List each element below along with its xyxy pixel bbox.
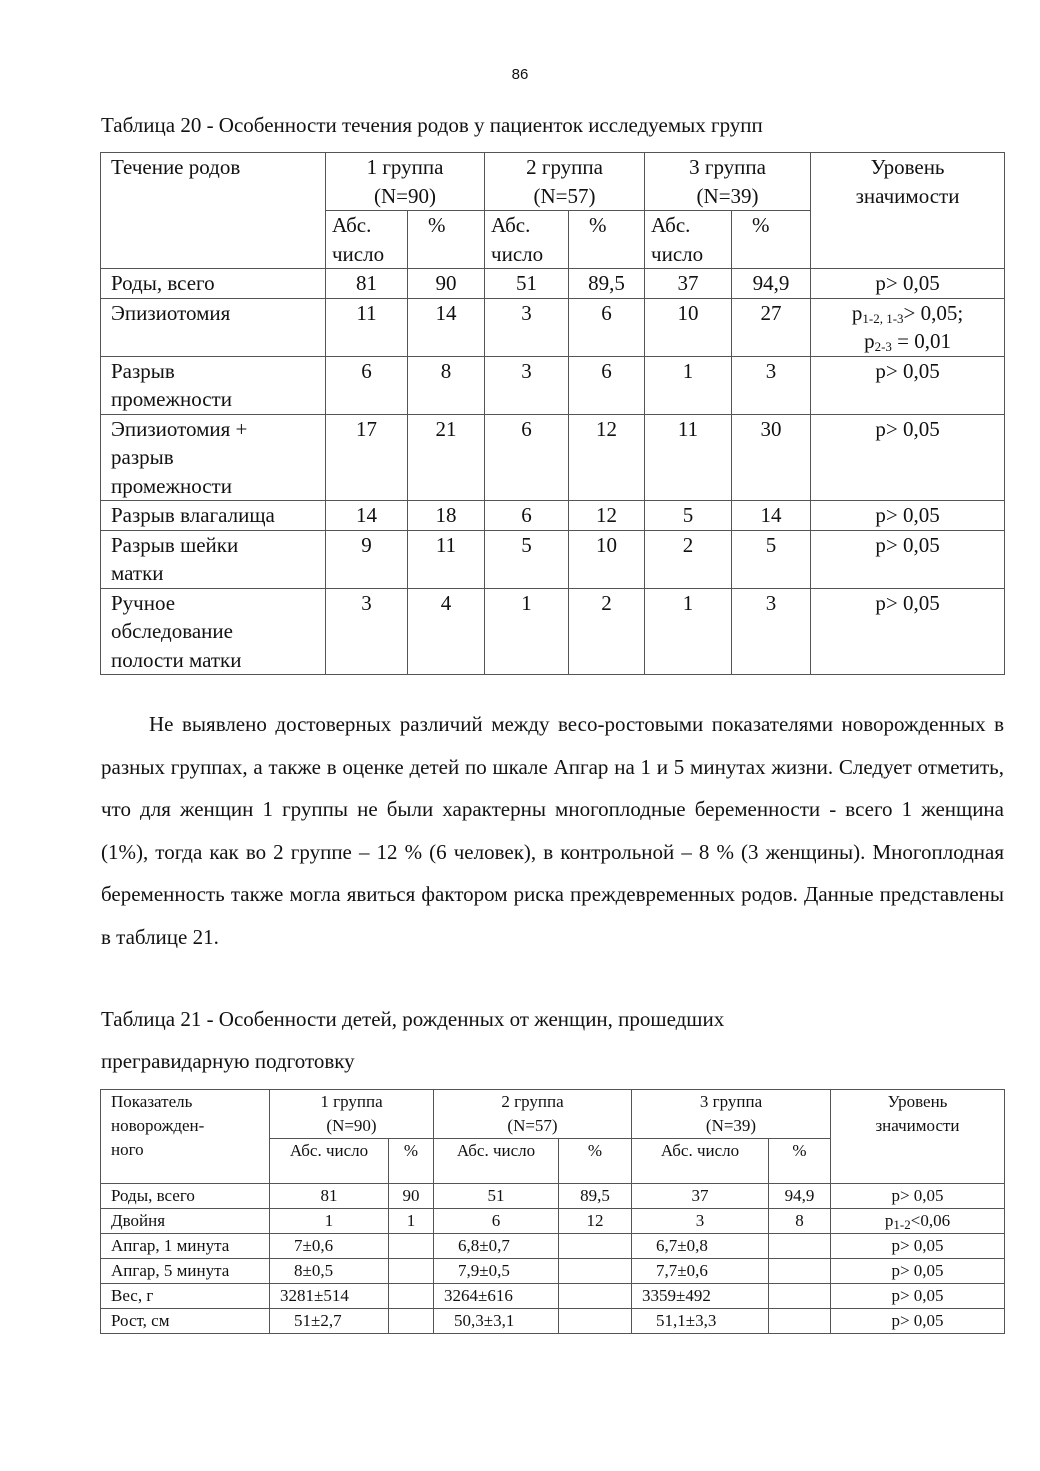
cell: 27 [732, 298, 811, 356]
cell: 7,7±0,6 [632, 1259, 769, 1284]
significance-cell: p> 0,05 [811, 501, 1005, 531]
cell: 51 [434, 1184, 559, 1209]
cell [389, 1309, 434, 1334]
cell: 50,3±3,1 [434, 1309, 559, 1334]
cell: 10 [645, 298, 732, 356]
row-label: Разрыв влагалища [101, 501, 326, 531]
table-21-header-abs: Абс. число [632, 1139, 769, 1184]
table-21-header-pct: % [769, 1139, 831, 1184]
cell: 3281±514 [270, 1284, 389, 1309]
significance-cell: p> 0,05 [811, 588, 1005, 675]
cell [389, 1234, 434, 1259]
table-20-header-abs: Абс. число [326, 211, 408, 269]
table-21-row [101, 1209, 1005, 1234]
cell: 4 [408, 588, 485, 675]
row-label: Ручное обследование полости матки [101, 588, 326, 675]
table-20-header-significance: Уровень значимости [811, 153, 1005, 269]
table-21-header-label: Показатель новорожден- ного [101, 1090, 270, 1184]
row-label: Разрыв шейки матки [101, 530, 326, 588]
table-21-row [101, 1284, 1005, 1309]
cell: 51,1±3,3 [632, 1309, 769, 1334]
cell: 2 [569, 588, 645, 675]
cell: 12 [569, 414, 645, 501]
cell: 30 [732, 414, 811, 501]
cell: 18 [408, 501, 485, 531]
cell: 7±0,6 [270, 1234, 389, 1259]
cell: 6 [326, 356, 408, 414]
cell: 6 [569, 356, 645, 414]
cell: 3264±616 [434, 1284, 559, 1309]
table-20-caption: Таблица 20 - Особенности течения родов у пациенток исследуемых групп [101, 113, 763, 137]
cell: 6 [485, 414, 569, 501]
cell: 5 [732, 530, 811, 588]
cell [559, 1284, 632, 1309]
table-21-caption-line-1: Таблица 21 - Особенности детей, рожденных от женщин, прошедших [101, 1007, 725, 1031]
cell: 8 [408, 356, 485, 414]
cell: 8±0,5 [270, 1259, 389, 1284]
row-label: Роды, всего [101, 269, 326, 299]
significance-cell: $p_{1-2, 1-3}> 0,05$; $p_{2-3} = 0,01$ [811, 298, 1005, 356]
table-21-row [101, 1184, 1005, 1209]
table-20-header-pct: % [732, 211, 811, 269]
cell: 1 [485, 588, 569, 675]
body-paragraph: Не выявлено достоверных различий между весо-ростовыми показателями новорожденных в разных группах, а также в оценке детей по шкале Апгар на 1 и 5 минутах жизни. Следует отметить, что для женщин 1 группы не были характерны многоплодные беременности - всего 1 женщина (1%), тогда как во 2 группе – 12 % (6 человек), в контрольной – 8 % (3 женщины). Многоплодная беременность также могла явиться фактором риска преждевременных родов. Данные представлены в таблице 21. [101, 712, 1004, 949]
cell [769, 1309, 831, 1334]
row-label: Двойня [101, 1209, 270, 1234]
cell: 3359±492 [632, 1284, 769, 1309]
table-20-row [101, 356, 1005, 414]
cell: 3 [485, 356, 569, 414]
cell: 89,5 [569, 269, 645, 299]
cell: 14 [408, 298, 485, 356]
cell: 37 [645, 269, 732, 299]
table-21-header-group-1: 1 группа (N=90) [270, 1090, 434, 1139]
table-20-row [101, 530, 1005, 588]
cell: 6,8±0,7 [434, 1234, 559, 1259]
table-20-header-pct: % [569, 211, 645, 269]
table-20-row [101, 269, 1005, 299]
row-label: Вес, г [101, 1284, 270, 1309]
cell: 37 [632, 1184, 769, 1209]
row-label: Эпизиотомия [101, 298, 326, 356]
cell: 17 [326, 414, 408, 501]
cell: 7,9±0,5 [434, 1259, 559, 1284]
table-20-header-group-2: 2 группа (N=57) [485, 153, 645, 211]
significance-cell: p> 0,05 [831, 1259, 1005, 1284]
table-20-row [101, 501, 1005, 531]
row-label: Эпизиотомия + разрыв промежности [101, 414, 326, 501]
table-20 [100, 152, 1005, 675]
significance-cell: p> 0,05 [811, 530, 1005, 588]
row-label: Апгар, 5 минута [101, 1259, 270, 1284]
significance-cell: p> 0,05 [811, 269, 1005, 299]
cell: 12 [559, 1209, 632, 1234]
cell [559, 1234, 632, 1259]
table-20-row [101, 414, 1005, 501]
cell: 6,7±0,8 [632, 1234, 769, 1259]
cell: 8 [769, 1209, 831, 1234]
cell: 3 [732, 356, 811, 414]
cell [559, 1259, 632, 1284]
cell: 1 [645, 356, 732, 414]
row-label: Рост, см [101, 1309, 270, 1334]
cell: 1 [270, 1209, 389, 1234]
cell: 5 [485, 530, 569, 588]
table-20-header-label: Течение родов [101, 153, 326, 269]
table-20-row [101, 298, 1005, 356]
cell: 81 [326, 269, 408, 299]
cell: 3 [485, 298, 569, 356]
cell [389, 1284, 434, 1309]
significance-cell: p> 0,05 [831, 1234, 1005, 1259]
cell: 14 [732, 501, 811, 531]
cell: 6 [569, 298, 645, 356]
cell: 3 [632, 1209, 769, 1234]
cell: 51 [485, 269, 569, 299]
table-21-header-abs: Абс. число [434, 1139, 559, 1184]
row-label: Апгар, 1 минута [101, 1234, 270, 1259]
significance-cell: p> 0,05 [831, 1184, 1005, 1209]
cell: 21 [408, 414, 485, 501]
significance-cell: p> 0,05 [811, 414, 1005, 501]
table-21-caption-line-2: прегравидарную подготовку [101, 1049, 355, 1073]
table-20-row [101, 588, 1005, 675]
table-21-header-significance: Уровень значимости [831, 1090, 1005, 1184]
table-21-row [101, 1309, 1005, 1334]
cell: 12 [569, 501, 645, 531]
cell: 3 [732, 588, 811, 675]
cell: 9 [326, 530, 408, 588]
table-20-header-group-3: 3 группа (N=39) [645, 153, 811, 211]
cell: 94,9 [732, 269, 811, 299]
significance-cell: p> 0,05 [831, 1309, 1005, 1334]
table-21-header-pct: % [389, 1139, 434, 1184]
table-21-row [101, 1259, 1005, 1284]
cell: 11 [408, 530, 485, 588]
cell: 1 [645, 588, 732, 675]
cell: 51±2,7 [270, 1309, 389, 1334]
table-21-row [101, 1234, 1005, 1259]
row-label: Разрыв промежности [101, 356, 326, 414]
cell: 3 [326, 588, 408, 675]
cell: 81 [270, 1184, 389, 1209]
row-label: Роды, всего [101, 1184, 270, 1209]
table-21-header-group-3: 3 группа (N=39) [632, 1090, 831, 1139]
page-number: 86 [511, 66, 529, 83]
table-20-header-group-1: 1 группа (N=90) [326, 153, 485, 211]
table-20-header-abs: Абс. число [645, 211, 732, 269]
cell [769, 1234, 831, 1259]
table-21 [100, 1089, 1005, 1334]
cell: 11 [326, 298, 408, 356]
cell [769, 1284, 831, 1309]
cell: 2 [645, 530, 732, 588]
cell: 1 [389, 1209, 434, 1234]
cell [769, 1259, 831, 1284]
cell: 89,5 [559, 1184, 632, 1209]
table-20-header-pct: % [408, 211, 485, 269]
cell: 6 [434, 1209, 559, 1234]
cell [559, 1309, 632, 1334]
table-20-header-abs: Абс. число [485, 211, 569, 269]
cell [389, 1259, 434, 1284]
significance-cell: p> 0,05 [831, 1284, 1005, 1309]
table-21-header-abs: Абс. число [270, 1139, 389, 1184]
cell: 10 [569, 530, 645, 588]
cell: 94,9 [769, 1184, 831, 1209]
cell: 6 [485, 501, 569, 531]
cell: 90 [389, 1184, 434, 1209]
table-21-header-group-2: 2 группа (N=57) [434, 1090, 632, 1139]
cell: 11 [645, 414, 732, 501]
table-21-header-pct: % [559, 1139, 632, 1184]
cell: 5 [645, 501, 732, 531]
significance-cell: p> 0,05 [811, 356, 1005, 414]
cell: 14 [326, 501, 408, 531]
cell: 90 [408, 269, 485, 299]
significance-cell: $p_{1-2}<0,06$ [831, 1209, 1005, 1234]
